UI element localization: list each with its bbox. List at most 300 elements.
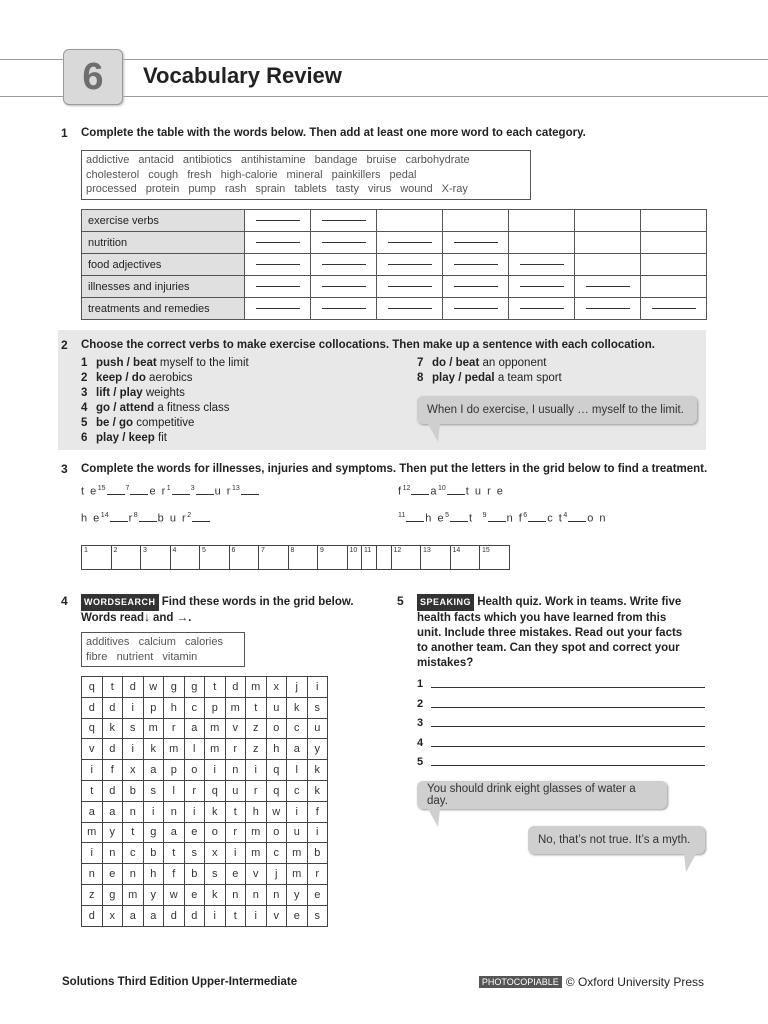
grid-cell[interactable]: 2 [111, 546, 141, 570]
q4-number: 4 [61, 594, 68, 608]
wordsearch-cell[interactable]: c [287, 780, 308, 801]
category-cell [641, 232, 707, 254]
wordsearch-cell[interactable]: e [184, 822, 205, 843]
wordsearch-cell[interactable]: z [246, 718, 267, 739]
wordsearch-cell[interactable]: v [246, 864, 267, 885]
wordsearch-cell[interactable]: x [266, 677, 287, 698]
wordsearch-row [82, 697, 328, 718]
collocation-item [417, 356, 546, 371]
word-box-item: high-calorie [220, 168, 278, 181]
wordsearch-cell[interactable]: q [82, 718, 103, 739]
wordsearch-cell[interactable]: e [307, 884, 328, 905]
copyright-text: © Oxford University Press [565, 975, 704, 989]
wordsearch-cell[interactable]: m [143, 718, 164, 739]
q5-bubble-1-tail [428, 809, 440, 827]
word-box-item: pump [188, 183, 216, 195]
grid-cell[interactable]: 1 [82, 546, 112, 570]
wordsearch-cell[interactable]: n [123, 801, 144, 822]
wordsearch-cell[interactable]: j [266, 864, 287, 885]
grid-cell[interactable]: 13 [421, 546, 451, 570]
wordsearch-cell[interactable]: d [225, 677, 246, 698]
verb-choice[interactable]: do / beat [432, 357, 480, 369]
wordsearch-cell[interactable]: k [205, 884, 226, 905]
wordsearch-cell[interactable]: i [287, 801, 308, 822]
wordsearch-cell[interactable]: w [164, 884, 185, 905]
answer-blank[interactable] [256, 220, 300, 221]
wordsearch-tag: WORDSEARCH [81, 594, 159, 611]
category-cell[interactable] [377, 254, 443, 276]
wordsearch-cell[interactable]: v [266, 905, 287, 926]
wordsearch-cell[interactable]: k [287, 697, 308, 718]
item-number: 5 [81, 417, 88, 429]
wordsearch-cell[interactable]: g [102, 884, 123, 905]
wordsearch-cell[interactable]: t [225, 801, 246, 822]
wordsearch-cell[interactable]: h [164, 697, 185, 718]
wordsearch-cell[interactable]: y [287, 884, 308, 905]
category-cell[interactable] [245, 276, 311, 298]
wordsearch-cell[interactable]: d [82, 905, 103, 926]
answer-blank[interactable] [454, 242, 498, 243]
category-cell[interactable] [443, 298, 509, 320]
category-cell[interactable] [377, 232, 443, 254]
category-cell[interactable] [575, 298, 641, 320]
wordsearch-cell[interactable]: a [287, 739, 308, 760]
answer-blank[interactable] [586, 308, 630, 309]
wordsearch-cell[interactable]: i [246, 905, 267, 926]
wordsearch-cell[interactable]: b [143, 843, 164, 864]
footer-copyright [479, 975, 704, 989]
q1-instruction: Complete the table with the words below. Then add at least one more word to each category. [81, 127, 586, 139]
wordsearch-cell[interactable]: m [205, 739, 226, 760]
category-cell[interactable] [311, 276, 377, 298]
wordsearch-cell[interactable]: m [205, 718, 226, 739]
wordsearch-cell[interactable]: m [246, 677, 267, 698]
answer-blank[interactable] [322, 220, 366, 221]
wordsearch-row [82, 801, 328, 822]
wordsearch-cell[interactable]: q [266, 760, 287, 781]
wordsearch-cell[interactable]: i [225, 843, 246, 864]
answer-blank[interactable] [256, 286, 300, 287]
category-cell[interactable] [311, 254, 377, 276]
wordsearch-cell[interactable]: i [82, 843, 103, 864]
wordsearch-cell[interactable]: r [307, 864, 328, 885]
wordsearch-cell[interactable]: z [82, 884, 103, 905]
wordsearch-cell[interactable]: t [246, 697, 267, 718]
category-cell[interactable] [245, 298, 311, 320]
wordsearch-cell[interactable]: i [184, 801, 205, 822]
wordsearch-cell[interactable]: a [164, 822, 185, 843]
wordsearch-cell[interactable]: l [184, 739, 205, 760]
grid-cell[interactable]: 8 [288, 546, 318, 570]
wordsearch-cell[interactable]: s [143, 780, 164, 801]
wordsearch-cell[interactable]: l [287, 760, 308, 781]
wordsearch-cell[interactable]: j [287, 677, 308, 698]
q1-number: 1 [61, 126, 68, 140]
wordsearch-cell[interactable]: s [184, 843, 205, 864]
wordsearch-cell[interactable]: e [287, 905, 308, 926]
wordsearch-cell[interactable]: q [205, 780, 226, 801]
wordsearch-cell[interactable]: f [307, 801, 328, 822]
wordsearch-cell[interactable]: y [102, 822, 123, 843]
wordsearch-cell[interactable]: c [266, 843, 287, 864]
answer-grid-b [361, 545, 510, 570]
wordsearch-cell[interactable]: a [143, 905, 164, 926]
category-row [82, 298, 707, 320]
collocation-rest: a team sport [494, 372, 562, 384]
answer-line-number: 4 [417, 736, 424, 749]
wordsearch-cell[interactable]: g [143, 822, 164, 843]
word-puzzle-2: h $e^{14}$ $r^8$ b u $r^2$ [81, 512, 211, 525]
collocation-rest: competitive [133, 417, 195, 429]
wordsearch-cell[interactable]: k [307, 760, 328, 781]
category-table [81, 209, 707, 320]
collocation-rest: aerobics [145, 372, 193, 384]
answer-blank[interactable] [322, 308, 366, 309]
answer-blank[interactable] [454, 308, 498, 309]
wordsearch-cell[interactable]: x [205, 843, 226, 864]
wordsearch-cell[interactable]: t [225, 905, 246, 926]
grid-cell[interactable]: 5 [200, 546, 230, 570]
wordsearch-cell[interactable]: d [164, 905, 185, 926]
wordsearch-cell[interactable]: o [184, 760, 205, 781]
word-box-item: tablets [294, 183, 327, 195]
answer-grid-a [81, 545, 377, 570]
wordsearch-cell[interactable]: m [246, 843, 267, 864]
wordsearch-cell[interactable]: c [287, 718, 308, 739]
wordsearch-cell[interactable]: r [225, 739, 246, 760]
grid-cell[interactable]: 9 [318, 546, 348, 570]
answer-blank[interactable] [454, 286, 498, 287]
wordsearch-cell[interactable]: i [82, 760, 103, 781]
collocation-item [81, 431, 167, 446]
wordsearch-cell[interactable]: r [184, 780, 205, 801]
wordsearch-grid [81, 676, 328, 927]
wordsearch-cell[interactable]: b [307, 843, 328, 864]
wordsearch-cell[interactable]: h [246, 801, 267, 822]
wordsearch-cell[interactable]: d [102, 697, 123, 718]
answer-blank[interactable] [256, 308, 300, 309]
collocation-item [81, 401, 230, 416]
wordsearch-cell[interactable]: m [225, 697, 246, 718]
wordsearch-cell[interactable]: i [205, 905, 226, 926]
word-box-item: antihistamine [240, 154, 306, 166]
wordsearch-cell[interactable]: i [205, 760, 226, 781]
category-cell [443, 210, 509, 232]
category-cell[interactable] [377, 298, 443, 320]
wordsearch-cell[interactable]: e [225, 864, 246, 885]
wordsearch-cell[interactable]: i [123, 697, 144, 718]
grid-cell[interactable]: 10 [347, 546, 377, 570]
wordsearch-cell[interactable]: t [102, 677, 123, 698]
wordsearch-cell[interactable]: p [205, 697, 226, 718]
verb-choice[interactable]: keep / do [96, 372, 146, 384]
verb-choice[interactable]: play / pedal [432, 372, 495, 384]
wordsearch-cell[interactable]: y [143, 884, 164, 905]
category-label: nutrition [82, 232, 245, 254]
speaking-tag: SPEAKING [417, 594, 474, 611]
wordsearch-cell[interactable]: b [123, 780, 144, 801]
word-box-line [86, 182, 526, 197]
wordsearch-cell[interactable]: a [123, 905, 144, 926]
wordsearch-cell[interactable]: v [225, 718, 246, 739]
wordsearch-cell[interactable]: m [164, 739, 185, 760]
answer-blank[interactable] [256, 242, 300, 243]
unit-number-badge [63, 49, 123, 105]
word-box-line [86, 153, 526, 168]
answer-blank[interactable] [520, 308, 564, 309]
word-puzzle-3: $f^{12}$ $a^{10}$ t u r e [398, 485, 505, 498]
q1-word-box [81, 150, 531, 200]
answer-blank[interactable] [388, 242, 432, 243]
wordsearch-cell[interactable]: q [266, 780, 287, 801]
wordsearch-cell[interactable]: r [225, 822, 246, 843]
wordsearch-cell[interactable]: c [184, 697, 205, 718]
wordsearch-row [82, 884, 328, 905]
wordsearch-cell[interactable]: k [102, 718, 123, 739]
answer-line[interactable] [431, 746, 705, 747]
collocation-rest: fit [154, 432, 167, 444]
q5-number: 5 [397, 594, 404, 608]
wordsearch-cell[interactable]: d [102, 739, 123, 760]
wordsearch-cell[interactable]: q [82, 677, 103, 698]
item-number: 4 [81, 402, 88, 414]
category-cell[interactable] [509, 276, 575, 298]
wordsearch-cell[interactable]: k [205, 801, 226, 822]
verb-choice[interactable]: be / go [96, 417, 134, 429]
wordsearch-cell[interactable]: d [82, 697, 103, 718]
wordsearch-cell[interactable]: i [246, 760, 267, 781]
item-number: 3 [81, 387, 88, 399]
wordsearch-cell[interactable]: f [102, 760, 123, 781]
answer-blank[interactable] [454, 264, 498, 265]
category-cell[interactable] [509, 254, 575, 276]
page-title: Vocabulary Review [143, 63, 342, 88]
wordsearch-cell[interactable]: o [205, 822, 226, 843]
word-puzzle-4: $^{11}$ h $e^5$ t $^9$ n $f^6$ c $t^4$ o n [398, 512, 608, 525]
word-box-item: sprain [255, 183, 286, 195]
category-cell[interactable] [443, 232, 509, 254]
category-row [82, 232, 707, 254]
wordsearch-cell[interactable]: u [307, 718, 328, 739]
verb-choice[interactable]: lift / play [96, 387, 143, 399]
answer-line[interactable] [431, 707, 705, 708]
wordsearch-cell[interactable]: n [123, 864, 144, 885]
wordsearch-cell[interactable]: u [225, 780, 246, 801]
wordsearch-cell[interactable]: u [287, 822, 308, 843]
wordsearch-cell[interactable]: t [164, 843, 185, 864]
collocation-rest: myself to the limit [156, 357, 249, 369]
wordsearch-cell[interactable]: k [143, 739, 164, 760]
wordsearch-cell[interactable]: a [82, 801, 103, 822]
answer-blank[interactable] [586, 286, 630, 287]
category-cell [641, 254, 707, 276]
word-box-item: pedal [389, 168, 417, 181]
wordsearch-cell[interactable]: n [246, 884, 267, 905]
wordsearch-cell[interactable]: a [143, 760, 164, 781]
category-cell [575, 210, 641, 232]
q5-bubble-2-text: No, that’s not true. It’s a myth. [538, 834, 691, 846]
word-box-item: antacid [138, 154, 174, 166]
wordsearch-cell[interactable]: i [143, 801, 164, 822]
category-cell[interactable] [311, 210, 377, 232]
wordsearch-cell[interactable]: z [246, 739, 267, 760]
wordsearch-cell[interactable]: i [307, 677, 328, 698]
wordsearch-cell[interactable]: p [164, 760, 185, 781]
word-box-item: carbohydrate [405, 154, 470, 166]
wordsearch-cell[interactable]: n [102, 843, 123, 864]
wordsearch-cell[interactable]: s [307, 905, 328, 926]
q2-speech-bubble [417, 396, 697, 424]
wordsearch-cell[interactable]: s [123, 718, 144, 739]
category-cell[interactable] [377, 276, 443, 298]
category-cell[interactable] [443, 276, 509, 298]
wordsearch-cell[interactable]: i [307, 822, 328, 843]
wordsearch-cell[interactable]: h [266, 739, 287, 760]
wordsearch-cell[interactable]: n [225, 760, 246, 781]
wordsearch-cell[interactable]: g [184, 677, 205, 698]
wordsearch-cell[interactable]: n [82, 864, 103, 885]
verb-choice[interactable]: push / beat [96, 357, 157, 369]
wordsearch-cell[interactable]: w [266, 801, 287, 822]
category-cell[interactable] [641, 298, 707, 320]
wordsearch-cell[interactable]: r [164, 718, 185, 739]
q4-word-box [81, 632, 245, 667]
grid-cell[interactable]: 14 [450, 546, 480, 570]
wordsearch-cell[interactable]: a [184, 718, 205, 739]
collocation-rest: an opponent [479, 357, 547, 369]
wordsearch-cell[interactable]: o [266, 822, 287, 843]
wordsearch-cell[interactable]: m [123, 884, 144, 905]
answer-blank[interactable] [652, 308, 696, 309]
category-label: exercise verbs [82, 210, 245, 232]
answer-blank[interactable] [520, 264, 564, 265]
q4-words-line-1: additives calcium calories [86, 636, 223, 648]
wordsearch-cell[interactable]: l [164, 780, 185, 801]
category-cell[interactable] [311, 232, 377, 254]
answer-blank[interactable] [520, 286, 564, 287]
answer-blank[interactable] [388, 308, 432, 309]
grid-cell[interactable]: 11 [362, 546, 392, 570]
wordsearch-cell[interactable]: m [287, 843, 308, 864]
category-cell [641, 210, 707, 232]
category-cell[interactable] [245, 232, 311, 254]
category-cell[interactable] [245, 210, 311, 232]
wordsearch-cell[interactable]: t [123, 822, 144, 843]
wordsearch-cell[interactable]: e [102, 864, 123, 885]
wordsearch-cell[interactable]: t [205, 677, 226, 698]
wordsearch-cell[interactable]: s [205, 864, 226, 885]
wordsearch-cell[interactable]: s [307, 697, 328, 718]
wordsearch-cell[interactable]: p [143, 697, 164, 718]
wordsearch-cell[interactable]: u [266, 697, 287, 718]
grid-cell[interactable]: 3 [141, 546, 171, 570]
wordsearch-cell[interactable]: n [225, 884, 246, 905]
answer-blank[interactable] [388, 286, 432, 287]
wordsearch-cell[interactable]: k [307, 780, 328, 801]
footer-book-title: Solutions Third Edition Upper-Intermediate [62, 976, 298, 988]
item-number: 6 [81, 432, 88, 444]
wordsearch-cell[interactable]: n [266, 884, 287, 905]
wordsearch-cell[interactable]: r [246, 780, 267, 801]
wordsearch-cell[interactable]: d [102, 780, 123, 801]
grid-cell[interactable]: 15 [480, 546, 510, 570]
wordsearch-cell[interactable]: h [143, 864, 164, 885]
wordsearch-cell[interactable]: g [164, 677, 185, 698]
collocation-item [81, 371, 193, 386]
wordsearch-cell[interactable]: m [287, 864, 308, 885]
wordsearch-cell[interactable]: y [307, 739, 328, 760]
grid-cell[interactable]: 7 [259, 546, 289, 570]
word-box-line [86, 168, 526, 183]
wordsearch-row [82, 677, 328, 698]
grid-cell[interactable]: 6 [229, 546, 259, 570]
wordsearch-cell[interactable]: b [184, 864, 205, 885]
q5-bubble-2-tail [684, 854, 696, 872]
word-box-item: fresh [187, 168, 212, 181]
wordsearch-cell[interactable]: e [184, 884, 205, 905]
answer-line-number: 3 [417, 717, 424, 729]
wordsearch-row [82, 864, 328, 885]
verb-choice[interactable]: go / attend [96, 402, 155, 414]
word-puzzle-1: t $e^{15}$ $^7$ e $r^1$ $^3$ u $r^{13}$ [81, 485, 260, 498]
category-row [82, 210, 707, 232]
item-number: 8 [417, 372, 424, 384]
answer-blank[interactable] [322, 242, 366, 243]
word-box-item: rash [224, 183, 247, 195]
wordsearch-cell[interactable]: a [102, 801, 123, 822]
answer-line[interactable] [431, 726, 705, 727]
wordsearch-row [82, 822, 328, 843]
category-cell[interactable] [443, 254, 509, 276]
answer-line[interactable] [431, 765, 705, 766]
category-cell[interactable] [509, 298, 575, 320]
item-number: 1 [81, 357, 88, 369]
category-cell[interactable] [245, 254, 311, 276]
wordsearch-cell[interactable]: f [164, 864, 185, 885]
item-number: 2 [81, 372, 88, 384]
wordsearch-cell[interactable]: m [246, 822, 267, 843]
wordsearch-row [82, 780, 328, 801]
category-cell[interactable] [575, 276, 641, 298]
grid-cell[interactable]: 4 [170, 546, 200, 570]
answer-blank[interactable] [256, 264, 300, 265]
wordsearch-cell[interactable]: d [184, 905, 205, 926]
collocation-item [81, 416, 194, 431]
wordsearch-cell[interactable]: t [82, 780, 103, 801]
wordsearch-cell[interactable]: n [164, 801, 185, 822]
answer-blank[interactable] [322, 286, 366, 287]
word-box-item: mineral [286, 168, 323, 181]
wordsearch-cell[interactable]: i [123, 739, 144, 760]
wordsearch-cell[interactable]: x [123, 760, 144, 781]
word-box-item: X-ray [441, 183, 468, 195]
wordsearch-cell[interactable]: w [143, 677, 164, 698]
answer-line[interactable] [431, 687, 705, 688]
verb-choice[interactable]: play / keep [96, 432, 155, 444]
wordsearch-cell[interactable]: m [82, 822, 103, 843]
answer-blank[interactable] [388, 264, 432, 265]
wordsearch-cell[interactable]: o [266, 718, 287, 739]
answer-blank[interactable] [322, 264, 366, 265]
grid-cell[interactable]: 12 [391, 546, 421, 570]
category-row [82, 276, 707, 298]
word-box-item: antibiotics [182, 154, 232, 166]
wordsearch-cell[interactable]: d [123, 677, 144, 698]
wordsearch-cell[interactable]: c [123, 843, 144, 864]
wordsearch-cell[interactable]: x [102, 905, 123, 926]
wordsearch-cell[interactable]: v [82, 739, 103, 760]
category-cell[interactable] [311, 298, 377, 320]
